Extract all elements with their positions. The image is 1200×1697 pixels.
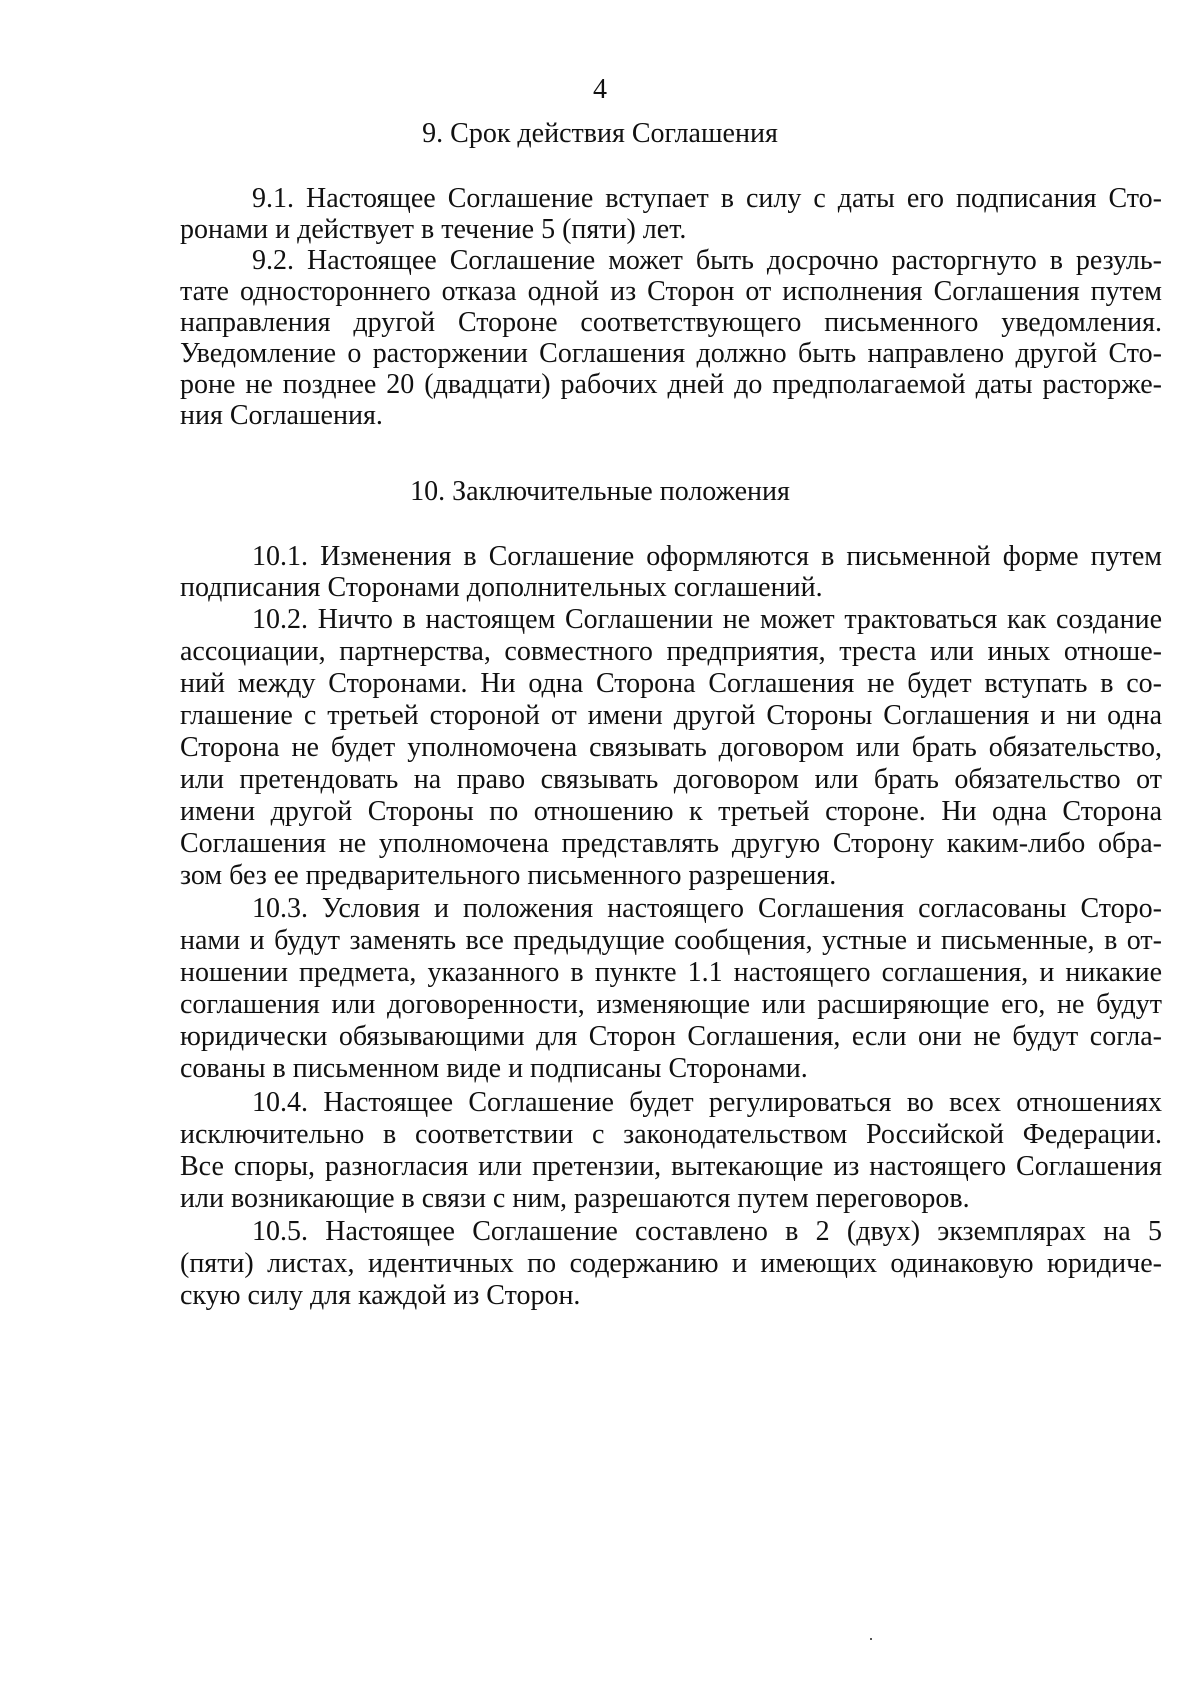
paragraph-line: тате одностороннего отказа одной из Сторон от исполнения Соглашения путем	[180, 276, 1162, 307]
paragraph-line: 10.2. Ничто в настоящем Соглашении не может трактоваться как создание	[252, 604, 1162, 635]
paragraph-line: Сторона не будет уполномочена связывать договором или брать обязательство,	[180, 732, 1162, 763]
paragraph-line: 10.5. Настоящее Соглашение составлено в 2 (двух) экземплярах на 5	[252, 1216, 1162, 1247]
paragraph-line: ношении предмета, указанного в пункте 1.1 настоящего соглашения, и никакие	[180, 957, 1162, 988]
paragraph-line: Соглашения не уполномочена представлять другую Сторону каким-либо обра-	[180, 828, 1162, 859]
paragraph-line: скую силу для каждой из Сторон.	[180, 1280, 581, 1311]
page-number: 4	[593, 74, 607, 105]
paragraph-line: 10.4. Настоящее Соглашение будет регулироваться во всех отношениях	[252, 1087, 1162, 1118]
paragraph-line: 10.1. Изменения в Соглашение оформляются в письменной форме путем	[252, 541, 1162, 572]
paragraph-line: 9.2. Настоящее Соглашение может быть досрочно расторгнуто в резуль-	[252, 245, 1162, 276]
paragraph-line: соглашения или договоренности, изменяющие или расширяющие его, не будут	[180, 989, 1162, 1020]
paragraph-line: ния Соглашения.	[180, 400, 383, 431]
paragraph-line: или возникающие в связи с ним, разрешаются путем переговоров.	[180, 1183, 970, 1214]
paragraph-line: зом без ее предварительного письменного разрешения.	[180, 860, 837, 891]
paragraph-line: направления другой Стороне соответствующего письменного уведомления.	[180, 307, 1162, 338]
paragraph-line: ний между Сторонами. Ни одна Сторона Соглашения не будет вступать в со-	[180, 668, 1162, 699]
paragraph-line: юридически обязывающими для Сторон Соглашения, если они не будут согла-	[180, 1021, 1162, 1052]
paragraph-line: роне не позднее 20 (двадцати) рабочих дней до предполагаемой даты расторже-	[180, 369, 1162, 400]
paragraph-line: Все споры, разногласия или претензии, вытекающие из настоящего Соглашения	[180, 1151, 1162, 1182]
paragraph-line: имени другой Стороны по отношению к третьей стороне. Ни одна Сторона	[180, 796, 1162, 827]
paragraph-line: ронами и действует в течение 5 (пяти) лет.	[180, 214, 687, 245]
paragraph-line: Уведомление о расторжении Соглашения должно быть направлено другой Сто-	[180, 338, 1162, 369]
paragraph-line: исключительно в соответствии с законодательством Российской Федерации.	[180, 1119, 1162, 1150]
paragraph-line: ассоциации, партнерства, совместного предприятия, треста или иных отноше-	[180, 636, 1162, 667]
paragraph-line: или претендовать на право связывать договором или брать обязательство от	[180, 764, 1162, 795]
paragraph-line: глашение с третьей стороной от имени другой Стороны Соглашения и ни одна	[180, 700, 1162, 731]
paragraph-line: сованы в письменном виде и подписаны Сторонами.	[180, 1053, 808, 1084]
paragraph-line: нами и будут заменять все предыдущие сообщения, устные и письменные, в от-	[180, 925, 1162, 956]
paragraph-line: 9.1. Настоящее Соглашение вступает в силу с даты его подписания Сто-	[252, 183, 1162, 214]
paragraph-line: 10.3. Условия и положения настоящего Соглашения согласованы Сторо-	[252, 893, 1162, 924]
scan-speck	[870, 1638, 872, 1640]
paragraph-line: (пяти) листах, идентичных по содержанию и имеющих одинаковую юридиче-	[180, 1248, 1162, 1279]
section-9-heading: 9. Срок действия Соглашения	[422, 118, 778, 149]
section-10-heading: 10. Заключительные положения	[410, 476, 790, 507]
paragraph-line: подписания Сторонами дополнительных соглашений.	[180, 572, 823, 603]
